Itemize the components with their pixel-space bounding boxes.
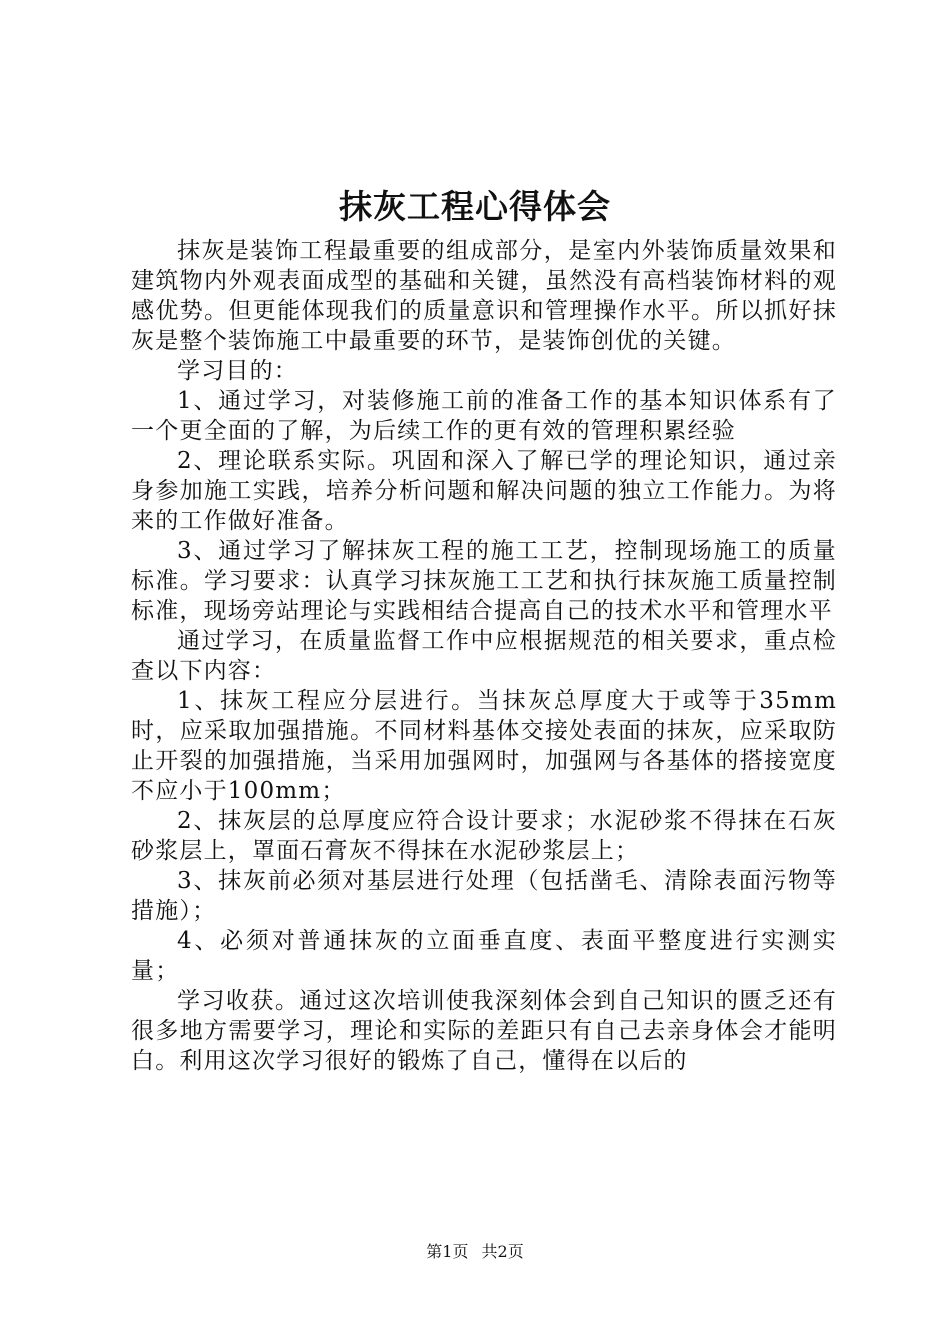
goal-item-1: 1、通过学习，对装修施工前的准备工作的基本知识体系有了一个更全面的了解，为后续工作的更有效的管理积累经验 [131,388,837,444]
inspection-intro-paragraph: 通过学习，在质量监督工作中应根据规范的相关要求，重点检查以下内容： [131,628,837,684]
section-heading-goals: 学习目的： [177,358,298,384]
document-body [131,236,837,1076]
inspection-item-2: 2、抹灰层的总厚度应符合设计要求；水泥砂浆不得抹在石灰砂浆层上，罩面石膏灰不得抹在水泥砂浆层上； [131,808,837,864]
intro-paragraph: 抹灰是装饰工程最重要的组成部分，是室内外装饰质量效果和建筑物内外观表面成型的基础和关键，虽然没有高档装饰材料的观感优势。但更能体现我们的质量意识和管理操作水平。所以抓好抹灰是整个装饰施工中最重要的环节，是装饰创优的关键。 [131,238,837,354]
inspection-item-4: 4、必须对普通抹灰的立面垂直度、表面平整度进行实测实量； [131,928,837,984]
page-footer [0,1240,950,1264]
page-number: 第1页 [426,1242,469,1261]
goal-item-2: 2、理论联系实际。巩固和深入了解已学的理论知识，通过亲身参加施工实践，培养分析问题和解决问题的独立工作能力。为将来的工作做好准备。 [131,448,837,534]
inspection-item-1: 1、抹灰工程应分层进行。当抹灰总厚度大于或等于35mm时，应采取加强措施。不同材料基体交接处表面的抹灰，应采取防止开裂的加强措施，当采用加强网时，加强网与各基体的搭接宽度不应小于100mm； [131,688,837,804]
document-title: 抹灰工程心得体会 [339,187,611,226]
learning-gains-paragraph: 学习收获。通过这次培训使我深刻体会到自己知识的匮乏还有很多地方需要学习，理论和实际的差距只有自己去亲身体会才能明白。利用这次学习很好的锻炼了自己，懂得在以后的 [131,988,837,1074]
goal-item-3: 3、通过学习了解抹灰工程的施工工艺，控制现场施工的质量标准。学习要求：认真学习抹灰施工工艺和执行抹灰施工质量控制标准，现场旁站理论与实践相结合提高自己的技术水平和管理水平 [131,538,837,624]
page-total: 共2页 [481,1242,524,1261]
inspection-item-3: 3、抹灰前必须对基层进行处理（包括凿毛、清除表面污物等措施）； [131,868,837,924]
